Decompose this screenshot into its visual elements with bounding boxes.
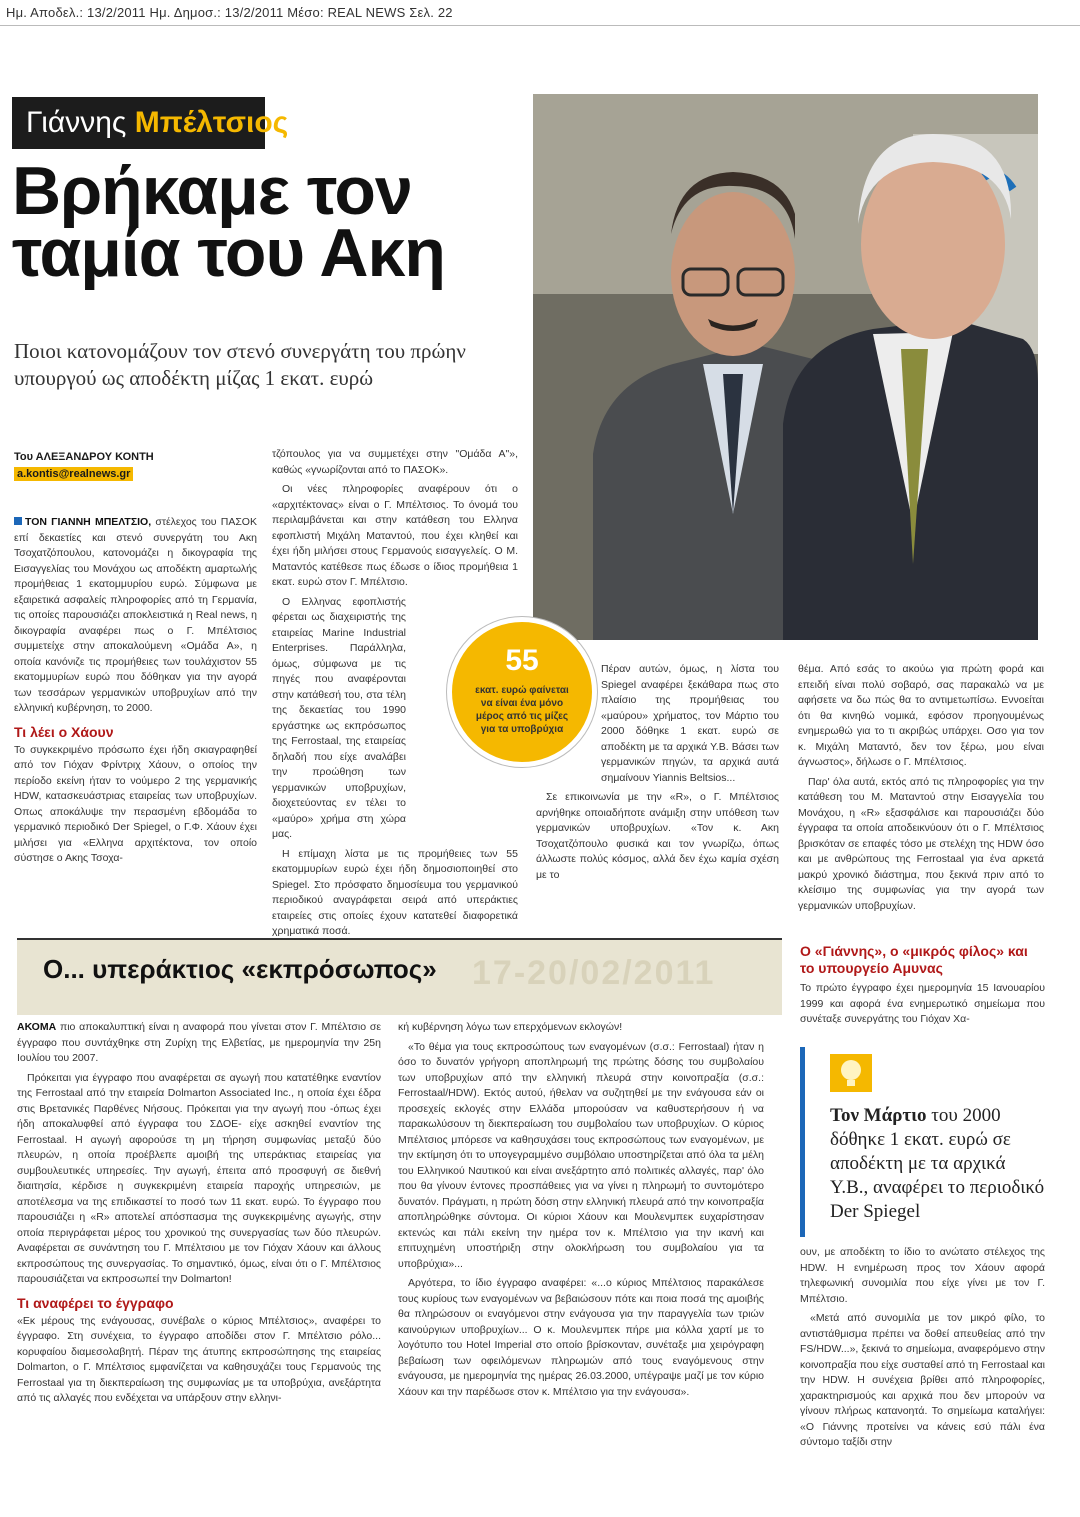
subhead-document: Τι αναφέρει το έγγραφο bbox=[17, 1294, 174, 1311]
column-5-lead-text: πιο αποκαλυπτική είναι η αναφορά που γίνεται στον Γ. Μπέλτσιο σε έγγραφο που συντάχθηκε στη Ζυρίχη της Ελβετίας, με ημερομηνία την 25η Ιουλίου του 2007. bbox=[17, 1021, 382, 1064]
meta-divider bbox=[0, 25, 1080, 26]
headline-line-1: Βρήκαμε τον bbox=[12, 153, 412, 229]
subtitle: Ποιοι κατονομάζουν τον στενό συνεργάτη του πρώην υπουργού ως αποδέκτη μίζας 1 εκατ. ευρώ bbox=[14, 339, 466, 390]
sub-article-band bbox=[17, 938, 782, 1015]
headline bbox=[12, 153, 522, 291]
article-photo bbox=[533, 94, 1038, 640]
column-3 bbox=[536, 662, 779, 887]
column-3-paragraph-1: Πέραν αυτών, όμως, η λίστα του Spiegel αναφέρει ξεκάθαρα πως στο πλαίσιο της προμήθειας του «μαύρου» χρήματος, τον Μάρτιο του 2000 δόθηκε 1 εκατ. ευρώ σε αποδέκτη με τα αρχικά Υ.Β. Βάσει των γερμανικών πηγών, τα αρχικά αυτά σημαίνουν Yiannis Beltsios... bbox=[601, 663, 779, 784]
column-6-paragraph-2: «Το θέμα για τους εκπροσώπους των εναγομένων (σ.σ.: Ferrostaal) ήταν η όσο το δυνατόν γρήγορη αποπληρωμή της πρώτης δόσης του συμβολαίου των υποβρυχίων από την ελληνική πλευρά στην κοινοπραξία (σ.σ.: Ferrostaal/HDW). Εκτός αυτού, ήθελαν να συζητηθεί με την ενάγουσα εάν οι προσεχείς εκλογές στην Ελλάδα μπορούσαν να καθυστερήσουν ή να παρακωλύσουν τη διεκπεραίωση του συμβολαίου των υποβρυχίων. Ο κύριος Μπέλτσιος μπόρεσε να καθησυχάσει τους εκπροσώπους των εναγομένων, με την εκτίμηση ότι το υπογεγραμμένο συμβόλαιο υποστηρίζεται από όλα τα μέλη του Ελληνικού Ναυτικού και είναι ανεξάρτητο από πολιτικές αλλαγές, παρ' όλο που θα γίνουν έντονες προσπάθειες για να γίνει η πληρωμή το συντομότερο δυνατόν. Πράγματι, η πρώτη δόση στην ελληνική πλευρά από την κοινοπραξία αποπληρώθηκε σύντομα. Οι κύριοι Χάουν και Μουλενμπεκ ευχαρίστησαν εκτενώς και πάλι εκείνη την ημέρα τον κ. Μπέλτσιο για την ικανή και επιτυχημένη υποστήριξη στην ολοκλήρωση του συμβολαίου για τα υποβρύχια»... bbox=[398, 1040, 764, 1270]
badge-text: εκατ. ευρώ φαίνεται να είναι ένα μόνο μέρος από τις μίζες για τα υποβρύχια bbox=[475, 685, 569, 735]
article-kicker bbox=[12, 97, 289, 149]
column-4-paragraph-2: Παρ' όλα αυτά, εκτός από τις πληροφορίες για την κατάθεση του Μ. Ματαντού στην Εισαγγελία του Μονάχου, η «R» εξασφάλισε και παρουσιάζει δύο έγγραφα τα οποία αποδεικνύουν ότι ο Γ. Μπέλτσιος βρισκόταν σε επαφές τόσο με στελέχη της HDW όσο και με ανθρώπους της Ferrostaal για ένα αρκετά μακρύ χρονικό διάστημα, που ξεκινά πριν από το κλείσιμο της συμφωνίας για την αγορά των γερμανικών υποβρυχίων. bbox=[798, 775, 1044, 912]
subhead-haun: Τι λέει ο Χάουν bbox=[14, 723, 114, 740]
column-4 bbox=[798, 662, 1044, 918]
badge-number: 55 bbox=[505, 644, 539, 677]
side-paragraph-3: «Μετά από συνομιλία με τον μικρό φίλο, το αντιστάθμισμα πρέπει να δοθεί απευθείας από την FS/HDW...», ξεκινά το σημείωμα, αναφερόμενο στην κοινοπραξία που είχε συσταθεί από τη Ferrostaal και την HDW. Η συνέχεια βρίθει από πληροφορίες, χαρακτηρισμούς και αρχικά που δεν μπορούν να γίνουν πλήρως κατανοητά. Το σημείωμα καταλήγει: «Ο Γιάννης προτείνει να κάνεις εσύ πάλι ένα σύντομο ταξίδι στην bbox=[800, 1312, 1045, 1448]
pull-quote-bold: Τον Μάρτιο bbox=[830, 1105, 927, 1126]
lightbulb-icon bbox=[830, 1054, 872, 1092]
column-1-paragraph-2: Το συγκεκριμένο πρόσωπο έχει ήδη σκιαγραφηθεί από τον Γιόχαν Φρίντριχ Χάουν, ο οποίος την περίοδο εκείνη ήταν το νούμερο 2 της γερμανικής HDW, κατασκευάστριας εταιρείας των υποβρυχίων. Οπως αποκάλυψε την περασμένη εβδομάδα το γερμανικό περιοδικό Der Spiegel, ο Γ.Φ. Χάουν έχει μιλήσει για «Ελληνα αρχιτέκτονα, τον οποίο σύστησε ο Ακης Τσοχα- bbox=[14, 743, 257, 864]
pull-quote-text bbox=[830, 1104, 1045, 1224]
column-2-paragraph-2: Οι νέες πληροφορίες αναφέρουν ότι ο «αρχιτέκτονας» είναι ο Γ. Μπέλτσιος. Το όνομά του περιλαμβάνεται και στην κατάθεση του Ελληνα εφοπλιστή Μιχάλη Ματαντού, που έχει κληθεί και έχει ήδη μιλήσει στους Γερμανούς εισαγγελείς. Ο Μ. Ματαντός κατέθεσε πως έδωσε ο ίδιος προμήθεια 1 εκατ. ευρώ στον Γ. Μπέλτσιο. bbox=[272, 483, 518, 588]
photo-illustration bbox=[533, 94, 1038, 640]
column-5-paragraph-1 bbox=[17, 1020, 381, 1067]
column-5-lead-word: ΑΚΟΜΑ bbox=[17, 1021, 57, 1033]
column-2-paragraph-4: Η επίμαχη λίστα με τις προμήθειες των 55 εκατομμυρίων ευρώ έχει ήδη δημοσιοποιηθεί στο Spiegel. Στο πρόσφατο δημοσίευμα του γερμανικού περιοδικού αναγράφεται σειρά από υπεράκτιες εταιρείες στις οποίες έχουν κατατεθεί διαφορετικά χρηματικά ποσά. bbox=[272, 847, 518, 937]
pull-quote bbox=[800, 1047, 1045, 1237]
kicker-last-name: Μπέλτσιος bbox=[134, 106, 289, 139]
column-4-paragraph-1: θέμα. Από εσάς το ακούω για πρώτη φορά και επειδή είναι πολύ σοβαρό, σας παρακαλώ να με αφήσετε να δω πώς θα το αντιμετωπίσω. Εννοείται ότι θα κινηθώ νομικά, εφόσον προηγουμένως ενημερωθώ για το τι ακριβώς υπάρχει. Οσο για τον κ. Μιχάλη Ματαντό, δεν τον ξέρω, μου είναι άγνωστος», δήλωσε ο Γ. Μπέλτσιος. bbox=[798, 663, 1044, 768]
clipping-meta: Ημ. Αποδελ.: 13/2/2011 Ημ. Δημοσ.: 13/2/2011 Μέσο: REAL NEWS Σελ. 22 bbox=[6, 5, 453, 20]
column-2-paragraph-3: Ο Ελληνας εφοπλιστής φέρεται ως διαχειριστής της εταιρείας Marine Industrial Enterprises. Παράλληλα, όμως, σύμφωνα με τις πηγές που αναφέρονται στην κατάθεσή του, στα τέλη της δεκαετίας του 1990 εργάστηκε ως εκπρόσωπος της Ferrostaal, της εταιρείας δηλαδή που είχε αναλάβει την προώθηση των γερμανικών υποβρυχίων, διοχετεύοντας εν τέλει το «μαύρο» χρήμα στη χώρα μας. bbox=[272, 595, 406, 840]
author-email[interactable]: a.kontis@realnews.gr bbox=[14, 467, 133, 481]
pull-quote-rest: του 2000 δόθηκε 1 εκατ. ευρώ σε αποδέκτη με τα αρχικά Υ.Β., αναφέρει το περιοδικό Der Spiegel bbox=[830, 1105, 1045, 1222]
side-paragraph-1: Το πρώτο έγγραφο έχει ημερομηνία 15 Ιανουαρίου 1999 και αφορά ένα ενημερωτικό σημείωμα που συνέταξε συνεργάτης του Γιόχαν Χα- bbox=[800, 982, 1045, 1025]
headline-line-2: ταμία του Ακη bbox=[12, 215, 445, 291]
byline: Του ΑΛΕΞΑΝΔΡΟΥ ΚΟΝΤΗ bbox=[14, 451, 154, 463]
column-6 bbox=[398, 1020, 764, 1404]
lead-words: ΤΟΝ ΓΙΑΝΝΗ ΜΠΕΛΤΣΙΟ, bbox=[25, 516, 152, 528]
lead-marker-icon bbox=[14, 517, 22, 525]
column-5-paragraph-2: Πρόκειται για έγγραφο που αναφέρεται σε αγωγή που κατατέθηκε εναντίον της Ferrostaal από την εταιρεία Dolmarton Associated Inc., η οποία έχει έδρα στις Βρετανικές Παρθένες Νήσους. Πρόκειται για την αγωγή που -όπως έχει ήδη αποκαλυφθεί από έγγραφα του ΣΔΟΕ- είχε ασκηθεί εναντίον της Ferrostaal. Η αγωγή αφορούσε τη μη τήρηση συμφωνίας μεταξύ δύο πλευρών, η οποία προέβλεπε αμοιβή της υπεράκτιας εταιρείας για συμβουλευτικές υπηρεσίες. Την αγωγή, έπειτα από προσφυγή σε διεθνή διαιτησία, κέρδισε η συγκεκριμένη εταιρεία παροχής υπηρεσιών, με αποτέλεσμα να της επιδικαστεί το ποσό των 11 εκατ. ευρώ. Το έγγραφο που παρουσιάζει η «R» αποτελεί απόσπασμα της συγκεκριμένης αγωγής, στην οποία περιγράφεται μέρος του χρονικού της συνεργασίας των δύο πλευρών. Αναφέρεται σε συνάντηση του Γ. Μπέλτσιου με τον Γιόχαν Χάουν και άλλους εκπροσώπους της συνεργασίας. Το σημαντικό, όμως, είναι ότι ο Γ. Μπέλτσιος παρουσιάζεται να εκπροσωπεί την Dolmarton! bbox=[17, 1071, 381, 1285]
column-5 bbox=[17, 1020, 381, 1411]
column-1 bbox=[14, 515, 257, 871]
column-5-paragraph-3: «Εκ μέρους της ενάγουσας, συνέβαλε ο κύριος Μπέλτσιος», αναφέρει το έγγραφο. Στη συνέχεια, το έγγραφο αποδίδει στον Γ. Μπέλτσιο ρόλο... κορυφαίου διαμεσολαβητή. Πέραν της άτυπης εκπροσώπησης της εταιρείας Dolmarton, ο Γ. Μπέλτσιος εμφανίζεται να καθησυχάζει τους Γερμανούς της Ferrostaal για τη διεκπεραίωση της συμφωνίας με τα υποβρύχια, ανεξάρτητα από τις αλλαγές που ενδέχεται να υπάρξουν στην ελληνι- bbox=[17, 1314, 381, 1404]
side-paragraph-2: ουν, με αποδέκτη το ίδιο το ανώτατο στέλεχος της HDW. Η ενημέρωση προς τον Χάουν αφορά τηλεφωνική συνομιλία που είχε γίνει με τον Γ. Μπέλτσιο. bbox=[800, 1246, 1045, 1305]
side-article-title: Ο «Γιάννης», ο «μικρός φίλος» και το υπουργείο Αμυνας bbox=[800, 943, 1028, 976]
side-intro bbox=[800, 981, 1045, 1032]
sub-article-title: Ο... υπεράκτιος «εκπρόσωπος» bbox=[43, 954, 437, 984]
column-6-paragraph-3: Αργότερα, το ίδιο έγγραφο αναφέρει: «...ο κύριος Μπέλτσιος παρακάλεσε τους κυρίους των εναγομένων να βεβαιώσουν πότε και ποια ποσά της αμοιβής θα πληρώσουν οι εναγόμενοι στην ενάγουσα για την παραγγελία των τριών καινούργιων υποβρυχίων... Ο κ. Μουλενμπεκ πήρε μια κόλλα χαρτί με το λογότυπο του Hotel Imperial στο οποίο βρίσκονταν, συνέταξε μια χειρόγραφη βεβαίωση των οφειλόμενων πληρωμών από τους εναγόμενους στην ενάγουσα, με ημερομηνία της ημέρας 26.03.2000, υπέγραψε μαζί με τον κύριο Χάουν και την παρέδωσε στον κ. Μπέλτσιο για την ενάγουσα». bbox=[398, 1277, 764, 1398]
band-date-stamp: 17-20/02/2011 bbox=[472, 954, 716, 992]
kicker-first-name: Γιάννης bbox=[26, 106, 127, 139]
column-1-paragraph-1 bbox=[14, 515, 257, 717]
column-6-paragraph-1: κή κυβέρνηση λόγω των επερχόμενων εκλογών! bbox=[398, 1021, 623, 1033]
column-2-paragraph-1: τζόπουλος για να συμμετέχει στην "Ομάδα Α"», καθώς «γνωρίζονται από το ΠΑΣΟΚ». bbox=[272, 448, 518, 476]
column-3-paragraph-2: Σε επικοινωνία με την «R», ο Γ. Μπέλτσιος αρνήθηκε οποιαδήποτε ανάμιξη στην υπόθεση των γερμανικών υποβρυχίων. «Τον κ. Ακη Τσοχατζόπουλο φυσικά και τον γνωρίζω, όπως άλλωστε πολύς κόσμος, αλλά δεν έχω καμία σχέση με το bbox=[536, 791, 779, 881]
side-body bbox=[800, 1245, 1045, 1455]
lead-paragraph-text: στέλεχος του ΠΑΣΟΚ επί δεκαετίες και στενό συνεργάτη του Ακη Τσοχατζόπουλου, κατονομάζει η δικογραφία της Εισαγγελίας του Μονάχου ως αποδέκτη αμαρτωλής προμήθειας 1 εκατομμυρίου ευρώ. Σύμφωνα με εξαιρετικά ασφαλείς πληροφορίες από τη Γερμανία, τις οποίες παρουσιάζει αποκλειστικά η Real news, η δικογραφία αναφέρει πως ο Γ. Μπέλτσιος συμμετείχε στην αποκαλούμενη «Ομάδα Α», η οποία κανόνιζε τις προμήθειες των τουλάχιστον 55 εκατομμυρίων ευρώ που δόθηκαν για την αγορά των τεσσάρων γερμανικών υποβρυχίων από την ελληνική κυβέρνηση, το 2000. bbox=[14, 516, 257, 714]
